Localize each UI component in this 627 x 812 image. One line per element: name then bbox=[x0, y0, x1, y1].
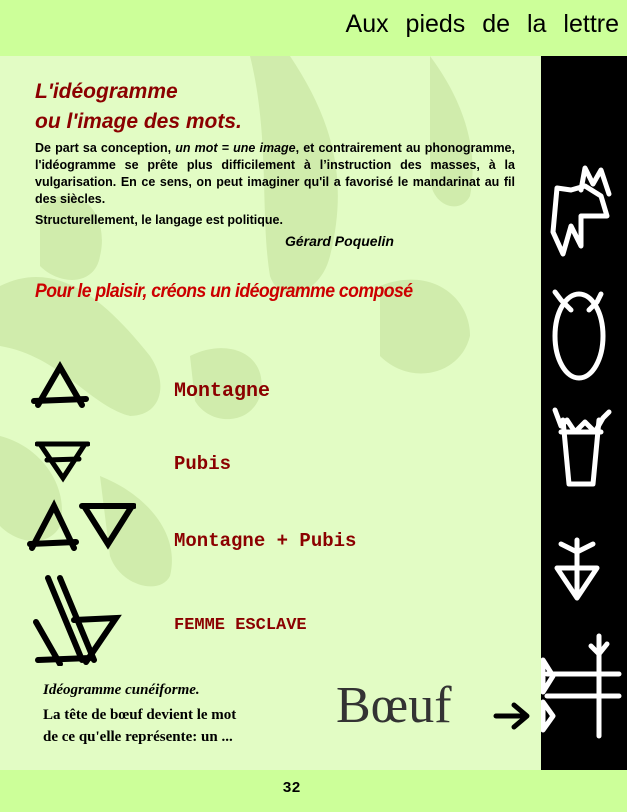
ox-head-pictogram-icon bbox=[553, 186, 607, 254]
caption-title: Idéogramme cunéiforme. bbox=[43, 682, 200, 698]
right-arrow-icon bbox=[492, 700, 532, 732]
intro-paragraph bbox=[35, 140, 515, 208]
label-combined: Montagne + Pubis bbox=[174, 530, 357, 552]
label-pubis: Pubis bbox=[174, 453, 232, 475]
caption-line-2: de ce qu'elle représente: un ... bbox=[43, 729, 233, 745]
content-panel bbox=[0, 56, 541, 770]
page-header bbox=[0, 0, 627, 56]
cuneiform-strip bbox=[541, 56, 627, 770]
header-title: Aux pieds de la lettre bbox=[345, 10, 619, 38]
intro-text-end: , et contrairement au phonogramme, l'idéogramme se prête plus difficilement à l’instruction des masses, à la vulgarisation. En ce sens, on peut imaginer qu'il a favorisé le mandarinat au fil des siècles. bbox=[35, 141, 515, 206]
combined-glyph-icon bbox=[26, 498, 136, 554]
page-footer bbox=[0, 770, 627, 812]
statement-text: Structurellement, le langage est politique. bbox=[35, 213, 283, 227]
result-glyph-icon bbox=[30, 574, 122, 666]
pubis-glyph-icon bbox=[35, 438, 90, 484]
article-title-line-2: ou l'image des mots. bbox=[35, 110, 242, 133]
page-number: 32 bbox=[282, 780, 301, 797]
mountain-glyph-icon bbox=[30, 361, 90, 411]
intro-text-start: De part sa conception, bbox=[35, 141, 176, 155]
caption-line-1: La tête de bœuf devient le mot bbox=[43, 707, 237, 723]
ox-evolution-glyphs bbox=[541, 56, 627, 770]
author-name: Gérard Poquelin bbox=[285, 233, 394, 249]
article-title-line-1: L'idéogramme bbox=[35, 80, 178, 103]
boeuf-word: Bœuf bbox=[336, 677, 452, 734]
section-subtitle: Pour le plaisir, créons un idéogramme composé bbox=[35, 281, 413, 302]
label-result: FEMME ESCLAVE bbox=[174, 616, 307, 635]
label-mountain: Montagne bbox=[174, 380, 271, 403]
intro-emphasis: un mot = une image bbox=[175, 141, 296, 155]
